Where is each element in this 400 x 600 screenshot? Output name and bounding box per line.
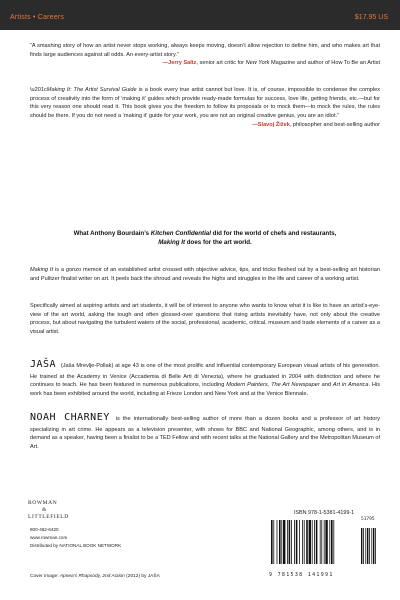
barcode-bar	[291, 520, 292, 564]
barcode-bar	[283, 520, 285, 564]
barcode-bar	[296, 520, 298, 564]
barcode-bar	[331, 520, 333, 564]
barcode-bar	[321, 520, 322, 564]
blurb-text: “A smashing story of how an artist never stops working, always keeps moving, doesn’t allow rejection to define him, and who makes art that finds large audiences against all odds. An every-artist story.”	[30, 43, 380, 58]
noah-signature: NOAH CHARNEY	[30, 412, 110, 423]
barcode-bar	[306, 520, 308, 564]
blurb-book-title: Making It: The Artist Survival Guide	[46, 87, 137, 93]
cover-credit: Cover image: Apnea’s Rhapsody, 2nd Action (2012) by JAŠA	[30, 574, 160, 579]
blurb-attribution: —Slavoj Žižek, philosopher and best-selling author	[252, 121, 380, 128]
barcode-bar	[281, 520, 282, 564]
barcode-addon-bar	[375, 528, 376, 564]
barcode-bar	[279, 520, 281, 564]
barcode-bar	[320, 520, 321, 564]
publisher-phone: 800-462-6420	[30, 527, 59, 532]
barcode-bar	[271, 520, 273, 564]
barcode-addon-bar	[365, 528, 366, 564]
barcode-addon-bar	[363, 528, 364, 564]
barcode-bar	[294, 520, 295, 564]
publisher-info	[30, 526, 121, 549]
bio-jasa: JAŠA (Jaša Mrevlje-Pollak) at age 43 is one of the most prolific and influential contemporary European visual artists of his generation. He trained at the Academy in Venice (Accademia di Belle Arti di Venezia), where he graduated in 2004 with distinction and where he continues to teach. He has been featured in numerous publications, including Modern Painters, The Art Newspaper and Art in America. His work has been exhibited around the world, including at Frieze London and New York and at the Venice Biennale.	[30, 359, 380, 397]
barcode-bar	[316, 520, 318, 564]
barcode-block	[265, 510, 383, 578]
barcode-addon-bar	[369, 528, 370, 564]
barcode-addon-bar	[371, 528, 372, 564]
barcode-bar	[329, 520, 330, 564]
top-bar	[0, 0, 400, 30]
publisher-distributor: Distributed by NATIONAL BOOK NETWORK	[30, 542, 122, 548]
barcode-addon: 51795	[361, 517, 375, 522]
barcode-bar	[273, 520, 274, 564]
barcode-bar	[289, 520, 291, 564]
barcode-bar	[287, 520, 288, 564]
description-paragraph-2: Specifically aimed at aspiring artists and art students, it will be of interest to anyone who wants to know what it is like to have an artist’s-eye-view of the art world, asking the tough and often glossed-over questions that rising artists inevitably have, not only about the creative process, but about navigating the turbulent waters of the social, professional, academic, critical, museum and trade elements of a career as a visual artist.	[30, 303, 380, 335]
barcode-addon-bar	[361, 528, 362, 564]
bio-noah: NOAH CHARNEY is the internationally best-selling author of more than a dozen books and a professor of art history specializing in art crime. He appears as a television presenter, with shows for BBC and National Geographic, among others, and is in demand as a speaker, having been a finalist to be a TED Fellow and with recent talks at the National Gallery and the Metropolitan Museum of Art.	[30, 412, 380, 450]
category-label: Artists • Careers	[10, 14, 65, 21]
barcode-icon	[269, 520, 379, 570]
barcode-addon-bar	[373, 528, 374, 564]
barcode-bar	[333, 520, 334, 564]
blurb-attribution: —Jerry Saltz, senior art critic for New York Magazine and author of How To Be an Artist	[162, 60, 380, 67]
barcode-bar	[325, 520, 327, 564]
barcode-bar	[302, 520, 303, 564]
barcode-bar	[312, 520, 313, 564]
barcode-bar	[324, 520, 325, 564]
blurb-zizek: \u201cMaking It: The Artist Survival Guide is a book every true artist cannot but love. It is, of course, impossible to condense the complex process of creativity into the form of ‘making it’ guides which provide ready-made formulas for success, love life, getting friends, etc.—but for this very reason one should read it. This book gives you the freedom to follow its proposals or to mock them—to mock the rules, the rules should be there. If you do not need a ‘making it’ guide for your work, you are not an original creative genius, you are an idiot.” —Slavoj Žižek, philosopher and best-selling author	[30, 87, 380, 128]
description-paragraph-1: Making It is a gonzo memoir of an established artist crossed with objective advice, tips, and tricks fleshed out by a best-selling art historian and Pulitzer finalist writer on art. It peels back the shroud and reveals the highs and struggles in the life and career of a working artist.	[30, 267, 380, 282]
blurb-text: is a book every true artist cannot but love. It is, of course, impossible to condense the complex process of creativity into the form of ‘making it’ guides which provide ready-made formulas for success, love life, getting friends, etc.—but for this very reason one should read it. This book gives you the freedom to follow its proposals or to mock them—to mock the rules, the rules should be there. If you do not need a ‘making it’ guide for your work, you are not an original creative genius, you are an idiot.”	[30, 87, 380, 119]
price-label: $17.95 US	[354, 14, 388, 21]
publisher-website: www.rowman.com	[30, 534, 68, 540]
barcode-addon-bar	[367, 528, 368, 564]
isbn-label: ISBN 978-1-5381-4199-1	[293, 510, 355, 516]
barcode-bar	[314, 520, 315, 564]
barcode-bar	[304, 520, 305, 564]
headline: What Anthony Bourdain’s Kitchen Confidential did for the world of chefs and restaurants, Making It does for the art world.	[73, 230, 337, 247]
barcode-bar	[299, 520, 300, 564]
jasa-signature: JAŠA	[30, 359, 57, 370]
publisher-logo: ROWMAN & LITTLEFIELD	[28, 500, 69, 521]
barcode-number: 9 781538 141991	[269, 572, 334, 578]
barcode-bar	[309, 520, 311, 564]
barcode-bar	[277, 520, 278, 564]
blurb-saltz	[30, 42, 380, 68]
